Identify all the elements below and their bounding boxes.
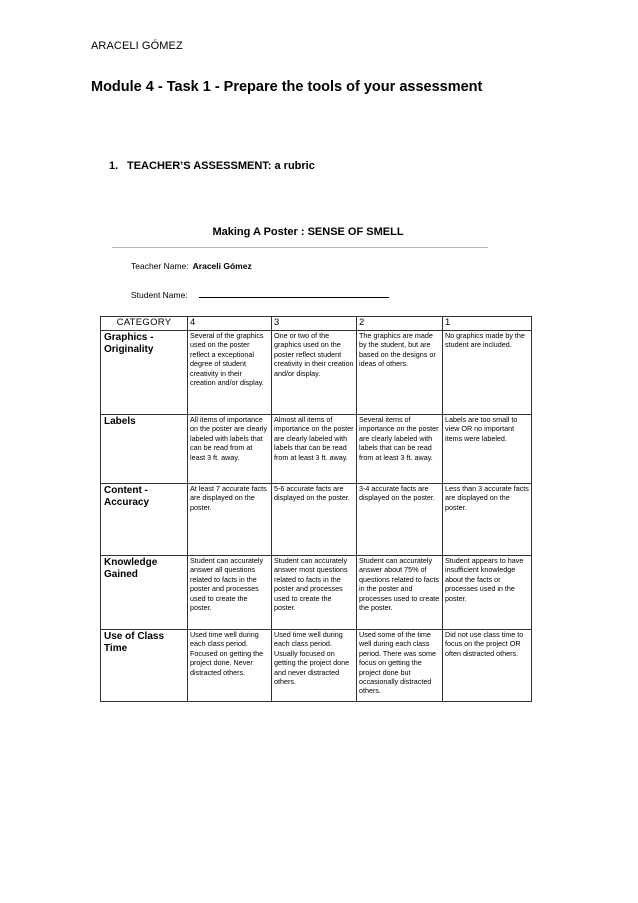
criteria-cell-2: Student can accurately answer about 75% of questions related to facts in the poster and processes used to create the poster. xyxy=(357,556,443,630)
rubric-header-row xyxy=(101,317,532,331)
criteria-cell-3: 5-6 accurate facts are displayed on the poster. xyxy=(272,484,357,556)
teacher-name-label: Teacher Name: xyxy=(131,261,189,271)
criteria-cell-2: Several items of importance on the poster are clearly labeled with labels that can be read from at least 3 ft. away. xyxy=(357,415,443,484)
criteria-cell-3: One or two of the graphics used on the poster reflect student creativity in their creation and/or display. xyxy=(272,331,357,415)
criteria-cell-4: All items of importance on the poster are clearly labeled with labels that can be read from at least 3 ft. away. xyxy=(188,415,272,484)
category-cell: Knowledge Gained xyxy=(101,556,188,630)
category-cell: Graphics - Originality xyxy=(101,331,188,415)
column-header-score-2: 2 xyxy=(357,317,443,331)
rubric-title xyxy=(0,226,638,238)
rubric-row-use-of-class-time xyxy=(101,630,532,702)
rubric-row-graphics-originality xyxy=(101,331,532,415)
criteria-cell-3: Almost all items of importance on the poster are clearly labeled with labels that can be read from at least 3 ft. away. xyxy=(272,415,357,484)
criteria-cell-4: Used time well during each class period. Focused on getting the project done. Never distracted others. xyxy=(188,630,272,702)
criteria-cell-3: Used time well during each class period. Usually focused on getting the project done and never distracted others. xyxy=(272,630,357,702)
rubric-title-text: Making A Poster : SENSE OF SMELL xyxy=(212,226,404,238)
criteria-cell-1: Student appears to have insufficient knowledge about the facts or processes used in the poster. xyxy=(443,556,532,630)
rubric-row-knowledge-gained xyxy=(101,556,532,630)
category-cell: Labels xyxy=(101,415,188,484)
criteria-cell-4: At least 7 accurate facts are displayed on the poster. xyxy=(188,484,272,556)
section-number: 1. xyxy=(109,160,119,172)
section-heading xyxy=(109,160,315,172)
teacher-name-value: Araceli Gómez xyxy=(192,261,252,271)
criteria-cell-4: Student can accurately answer all questions related to facts in the poster and processes used to create the poster. xyxy=(188,556,272,630)
criteria-cell-1: Labels are too small to view OR no important items were labeled. xyxy=(443,415,532,484)
teacher-name-row xyxy=(131,261,252,271)
criteria-cell-3: Student can accurately answer most questions related to facts in the poster and processes used to create the poster. xyxy=(272,556,357,630)
criteria-cell-2: 3-4 accurate facts are displayed on the poster. xyxy=(357,484,443,556)
column-header-score-3: 3 xyxy=(272,317,357,331)
rubric-row-content-accuracy xyxy=(101,484,532,556)
category-cell: Use of Class Time xyxy=(101,630,188,702)
criteria-cell-2: Used some of the time well during each class period. There was some focus on getting the project done but occasionally distracted others. xyxy=(357,630,443,702)
criteria-cell-2: The graphics are made by the student, but are based on the designs or ideas of others. xyxy=(357,331,443,415)
student-name-line xyxy=(199,297,389,298)
column-header-score-1: 1 xyxy=(443,317,532,331)
author-name: ARACELI GÓMEZ xyxy=(91,40,183,52)
criteria-cell-1: Did not use class time to focus on the project OR often distracted others. xyxy=(443,630,532,702)
section-heading-text: TEACHER’S ASSESSMENT: a rubric xyxy=(127,160,315,172)
column-header-category: CATEGORY xyxy=(101,317,188,331)
student-name-label: Student Name: xyxy=(131,290,188,300)
category-cell: Content - Accuracy xyxy=(101,484,188,556)
criteria-cell-1: No graphics made by the student are included. xyxy=(443,331,532,415)
criteria-cell-1: Less than 3 accurate facts are displayed on the poster. xyxy=(443,484,532,556)
column-header-score-4: 4 xyxy=(188,317,272,331)
student-name-row xyxy=(131,290,188,300)
rubric-table xyxy=(100,316,532,702)
criteria-cell-4: Several of the graphics used on the poster reflect a exceptional degree of student creativity in their creation and/or display. xyxy=(188,331,272,415)
rubric-row-labels xyxy=(101,415,532,484)
title-divider xyxy=(112,247,488,248)
document-title: Module 4 - Task 1 - Prepare the tools of your assessment xyxy=(91,79,483,95)
